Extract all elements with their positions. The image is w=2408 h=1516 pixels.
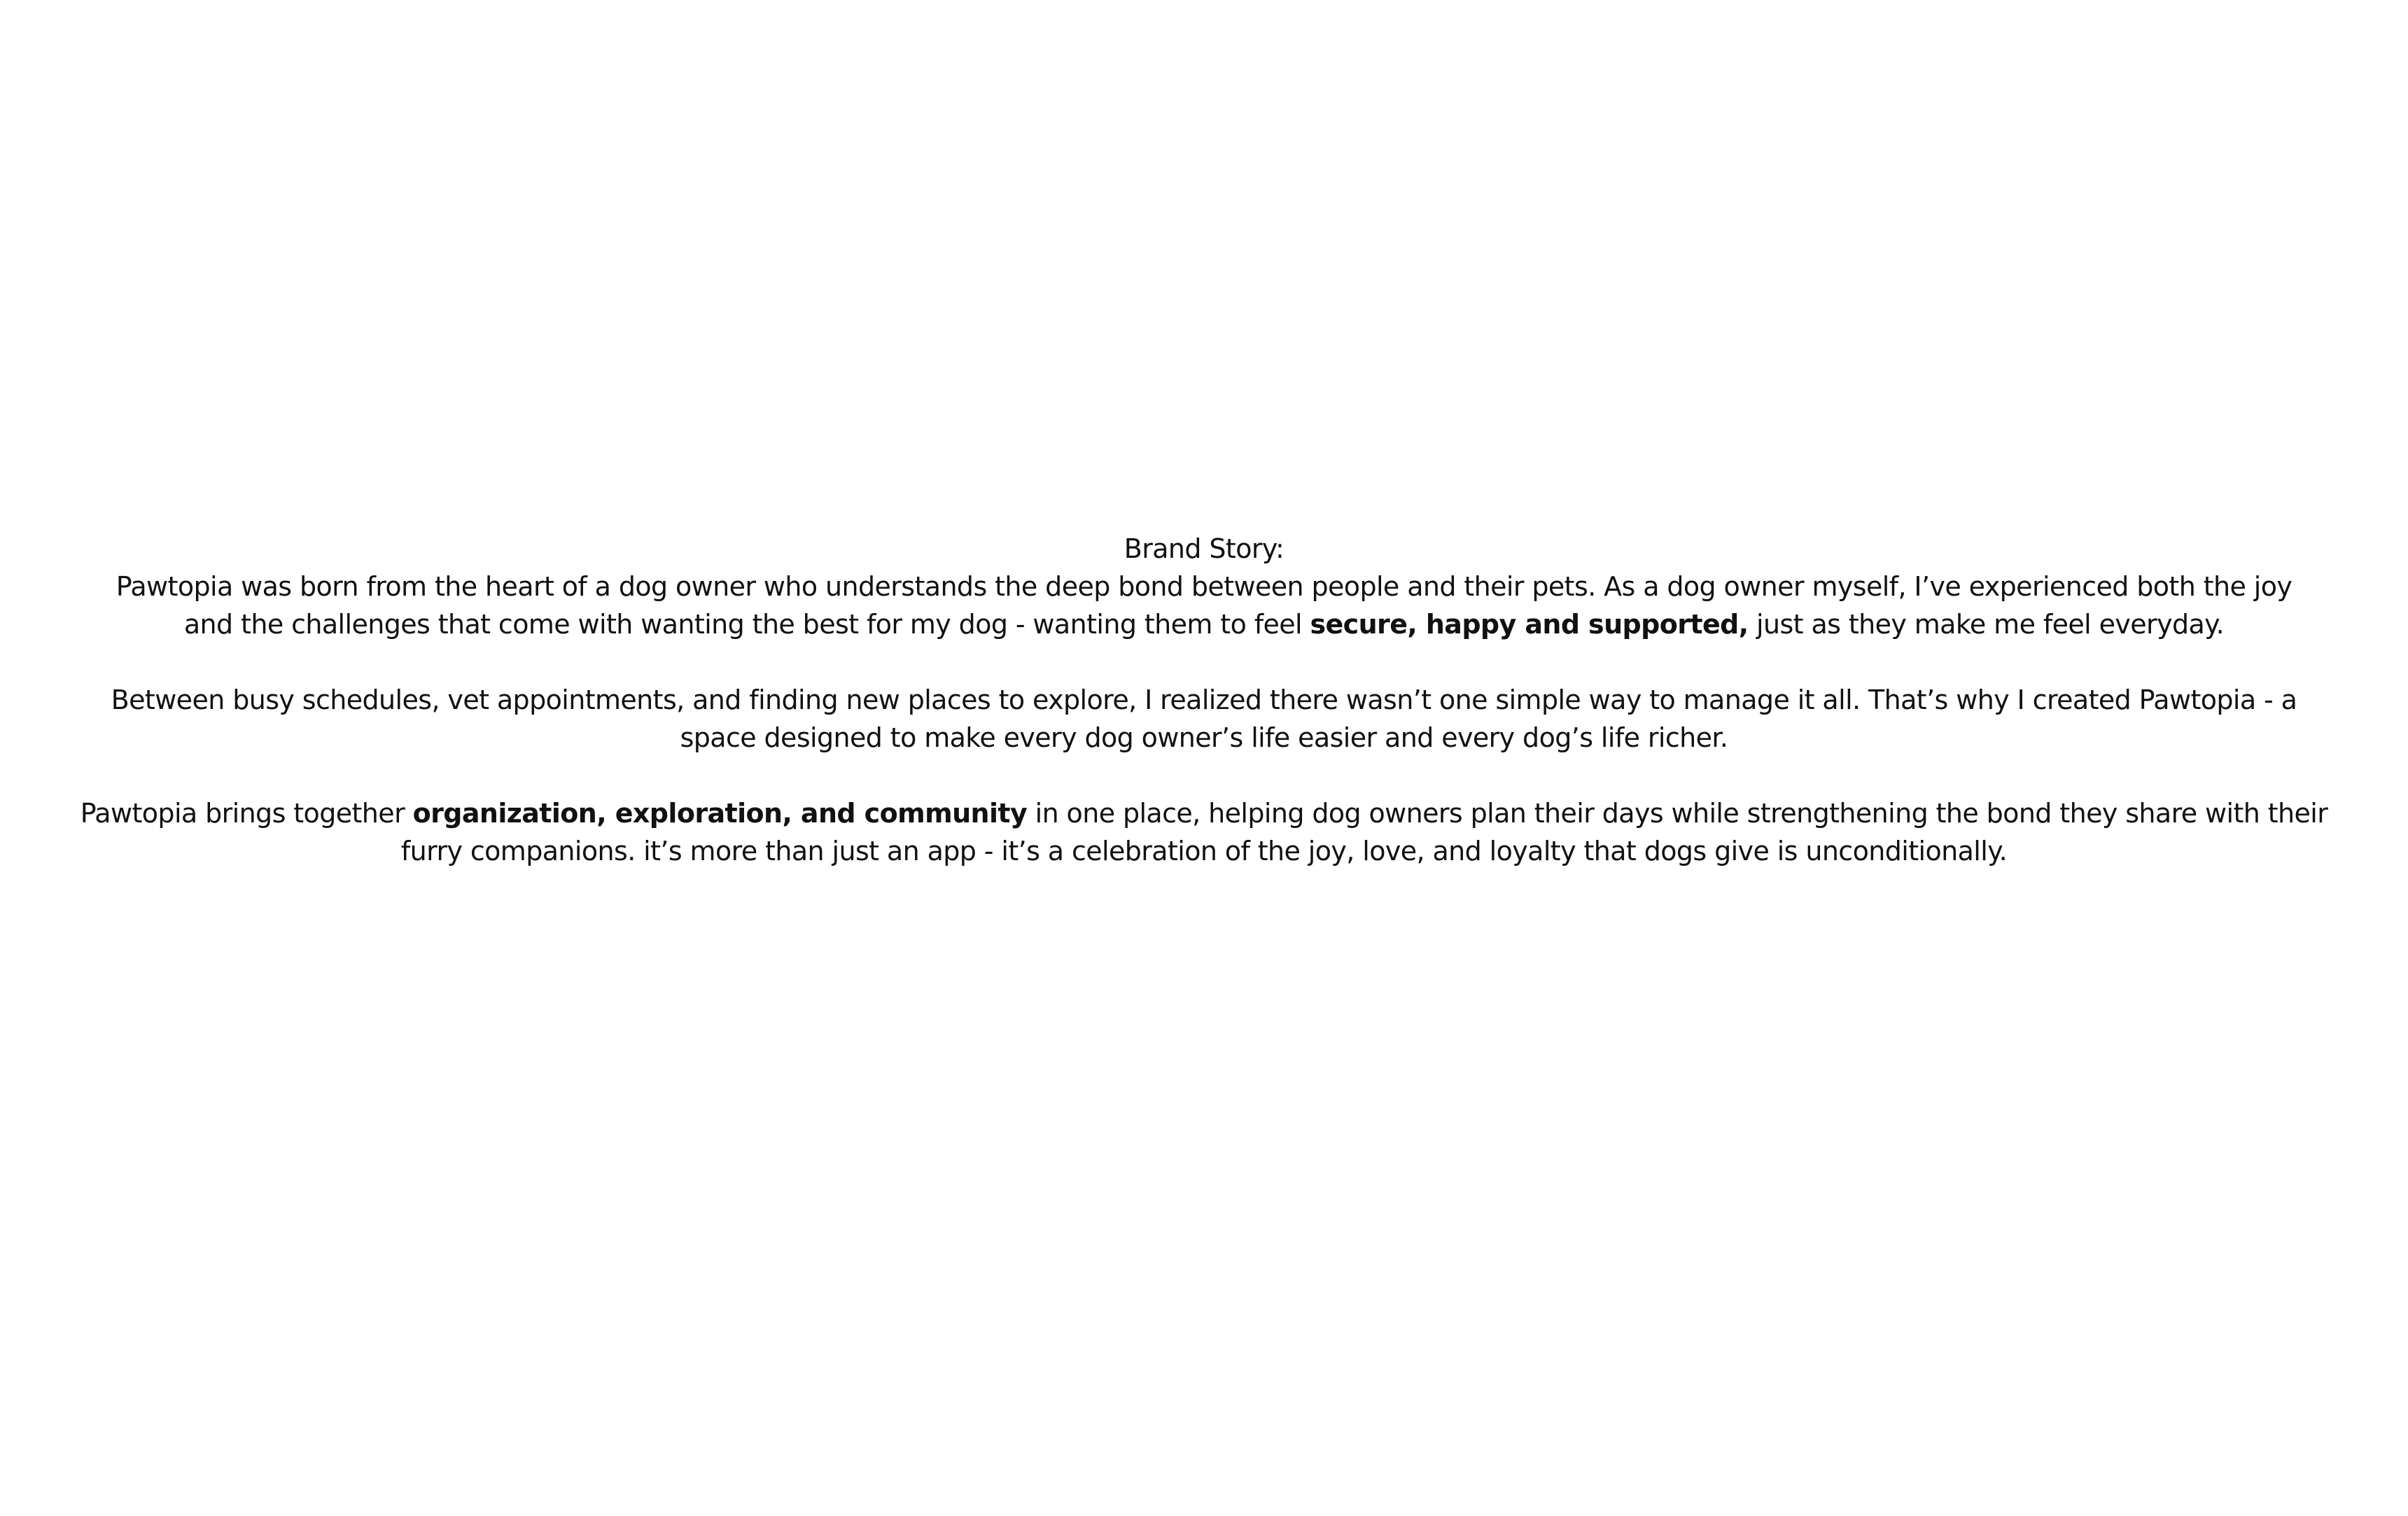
brand-story-paragraph-2: [0, 681, 2408, 757]
paragraph-spacer: [0, 757, 2408, 794]
paragraph-spacer: [0, 643, 2408, 681]
brand-story-paragraph-3: [0, 794, 2408, 870]
brand-story-section: [0, 530, 2408, 870]
paragraph-2-line-2: space designed to make every dog owner’s life easier and every dog’s life richer.: [680, 722, 1728, 753]
paragraph-1-bold-text: secure, happy and supported,: [1310, 609, 1749, 640]
paragraph-1-text-after-bold: just as they make me feel everyday.: [1748, 609, 2225, 640]
paragraph-1-line-1: Pawtopia was born from the heart of a dog owner who understands the deep bond between people and their pets. As a dog owner myself, I’ve experienced both the joy: [115, 571, 2292, 602]
paragraph-1-text-before-bold: and the challenges that come with wanting the best for my dog - wanting them to feel: [183, 609, 1310, 640]
paragraph-3-bold-text: organization, exploration, and community: [412, 798, 1028, 829]
paragraph-3-text-after-bold: in one place, helping dog owners plan their days while strengthening the bond they share with their: [1027, 798, 2328, 829]
paragraph-2-line-1: Between busy schedules, vet appointments, and finding new places to explore, I realized there wasn’t one simple way to manage it all. That’s why I created Pawtopia - a: [111, 685, 2297, 715]
paragraph-3-text-before-bold: Pawtopia brings together: [80, 798, 413, 829]
paragraph-1-line-2: [0, 605, 2408, 643]
brand-story-heading: Brand Story:: [1124, 533, 1284, 564]
paragraph-3-line-1: [0, 794, 2408, 832]
brand-story-paragraph-1: [0, 568, 2408, 643]
paragraph-3-line-2: furry companions. it’s more than just an app - it’s a celebration of the joy, love, and loyalty that dogs give is unconditionally.: [400, 836, 2008, 866]
